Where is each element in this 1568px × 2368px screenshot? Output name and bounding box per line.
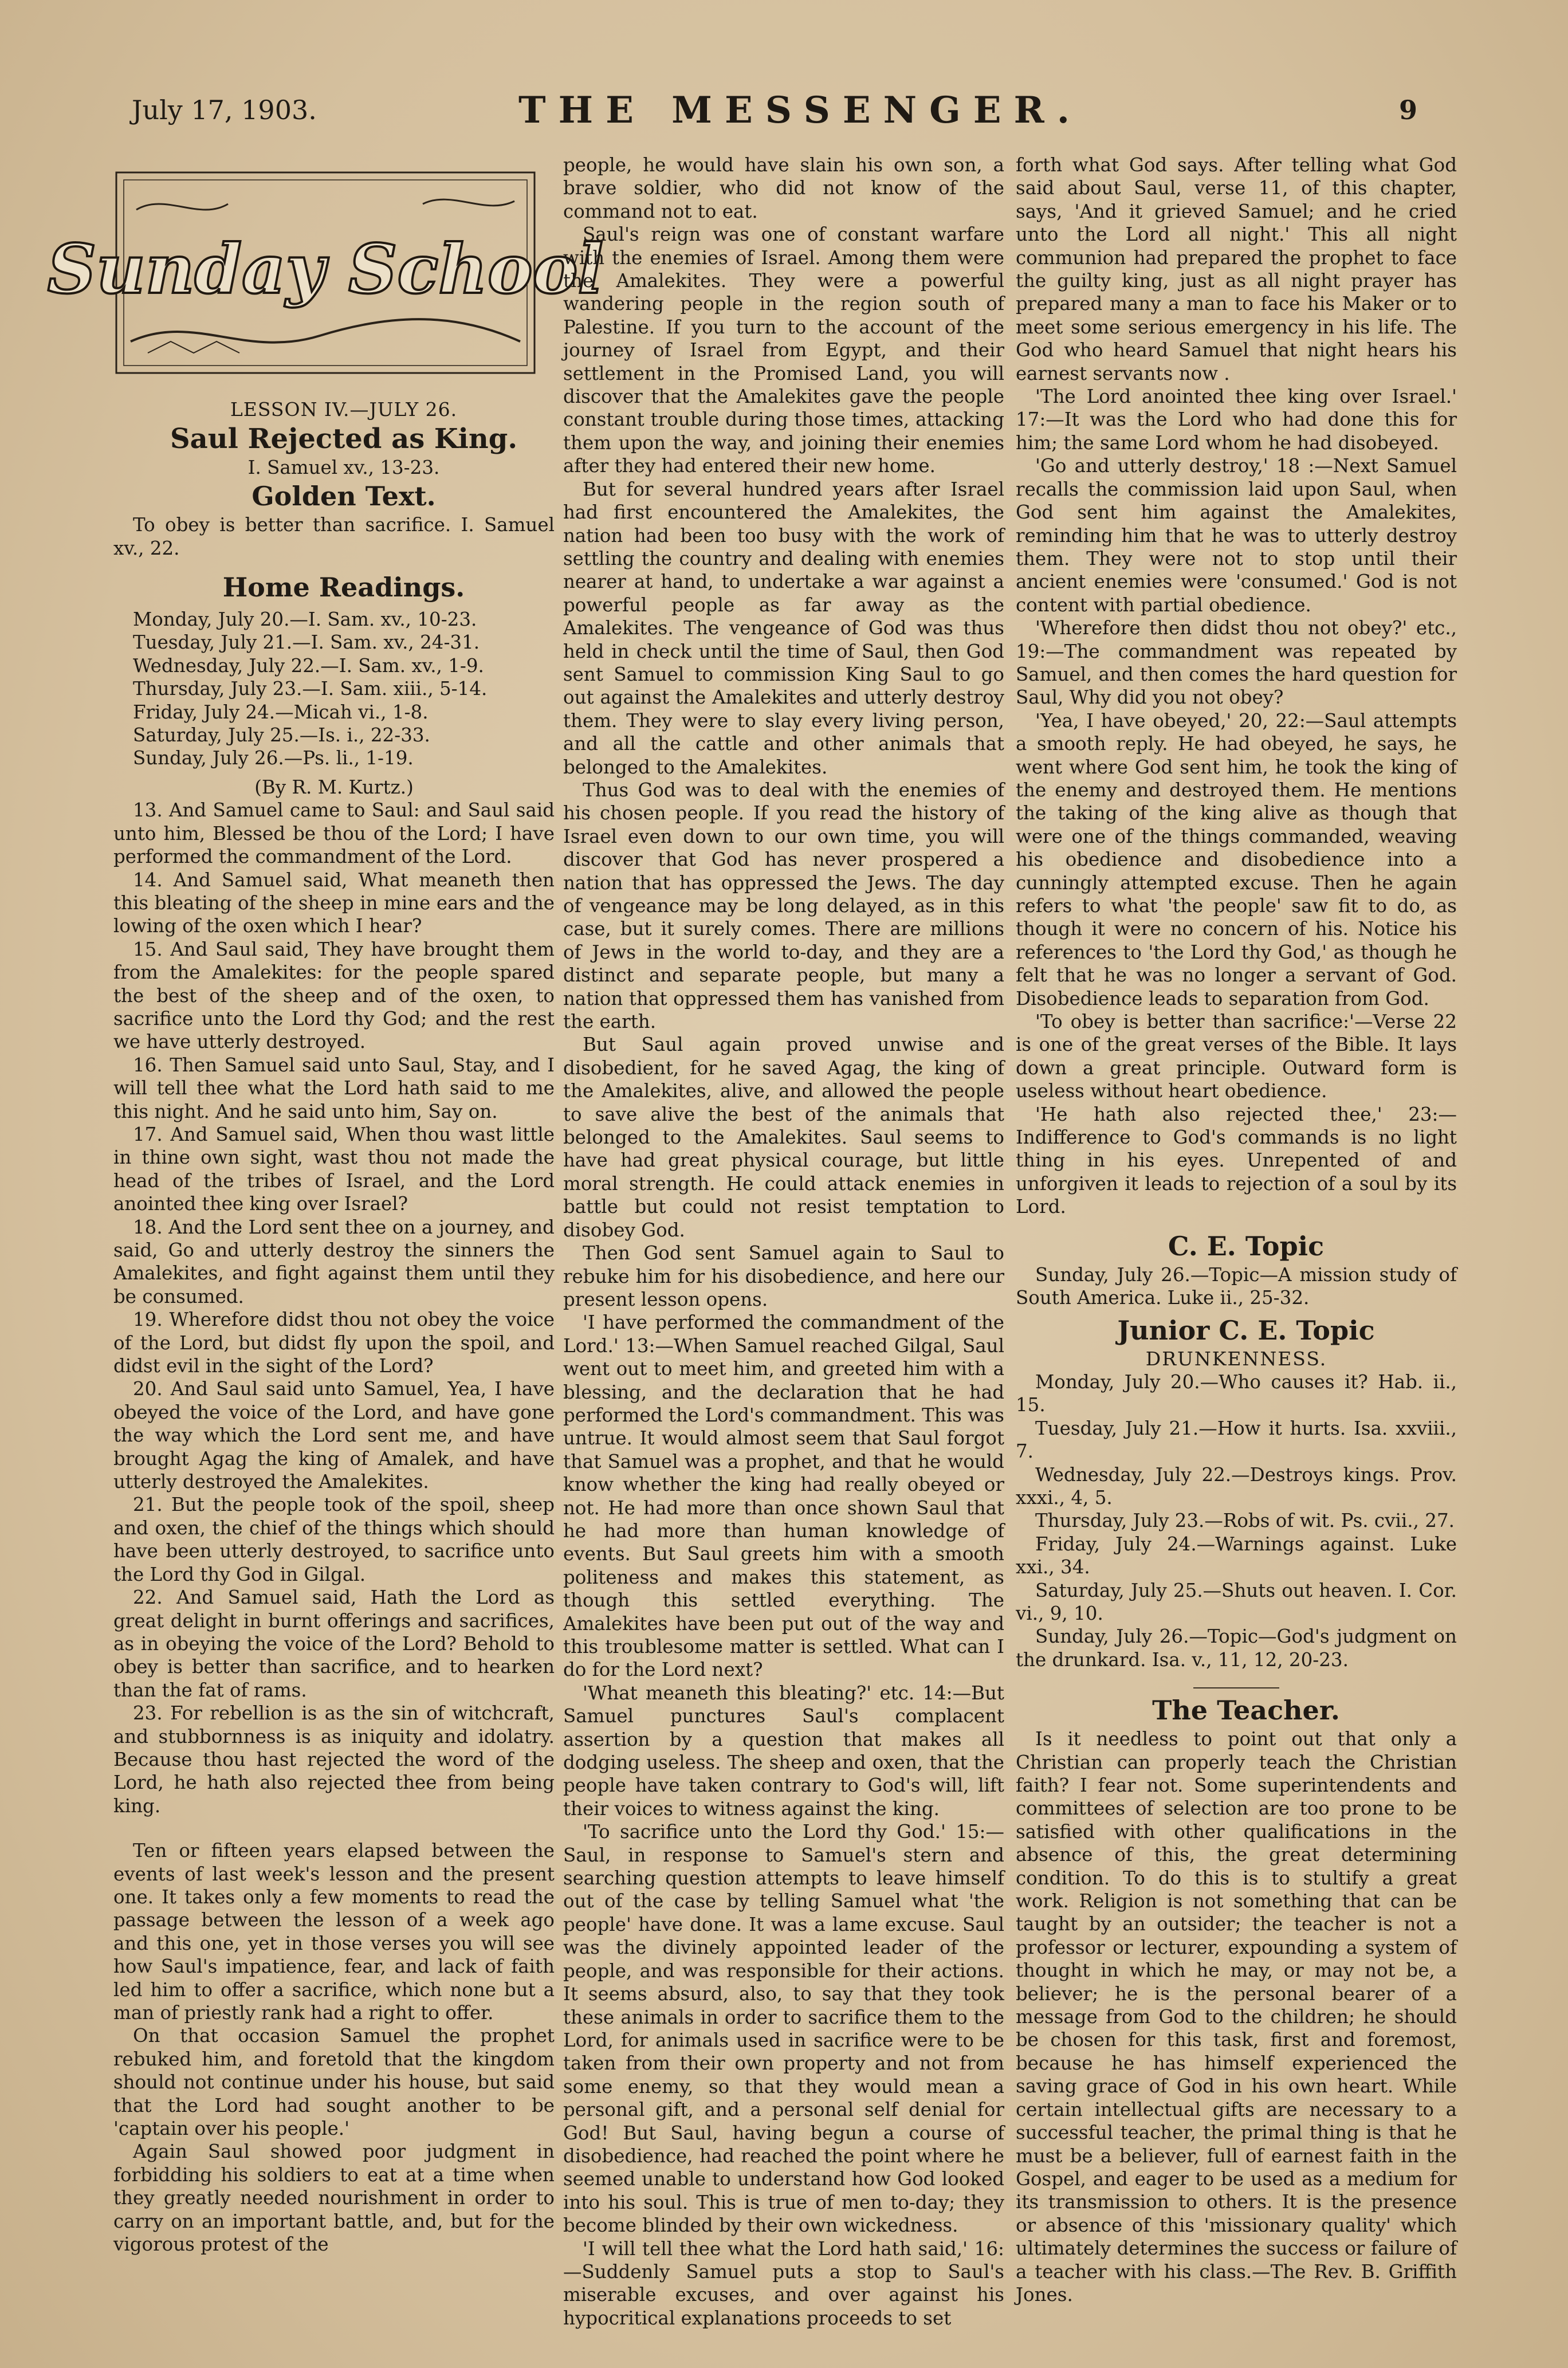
junior-ce-item: Sunday, July 26.—Topic—God's judgment on the drunkard. Isa. v., 11, 12, 20-23. (1016, 1625, 1457, 1671)
junior-ce-item: Thursday, July 23.—Robs of wit. Ps. cvii., 27. (1035, 1510, 1455, 1532)
scripture-verse: 15. And Saul said, They have brought them from the Amalekites: for the people spared the best of the sheep and of the oxen, to sacrifice unto the Lord thy God; and the rest we have utterly destroyed. (113, 938, 555, 1053)
commentary-paragraph: forth what God says. After telling what God said about Saul, verse 11, of this chapter, says, 'And it grieved Samuel; and he cried unto the Lord all night.' This all night communion had prepared the prophet to face the guilty king, just as all night prayer has prepared many a man to face his Maker or to meet some serious emergency in his life. The God who heard Samuel that night hears his earnest servants now . (1016, 154, 1457, 384)
reading-item: Friday, July 24.—Micah vi., 1-8. (133, 701, 429, 723)
scripture-verse: 21. But the people took of the spoil, sheep and oxen, the chief of the things which should have been utterly destroyed, to sacrifice unto the Lord thy God in Gilgal. (113, 1494, 555, 1585)
author-byline: (By R. M. Kurtz.) (254, 776, 414, 798)
junior-ce-item: Monday, July 20.—Who causes it? Hab. ii., 15. (1016, 1370, 1457, 1416)
issue-date: July 17, 1903. (132, 95, 317, 125)
lesson-reference: I. Samuel xv., 13-23. (247, 456, 440, 478)
reading-item: Monday, July 20.—I. Sam. xv., 10-23. (133, 608, 477, 631)
home-readings-heading: Home Readings. (222, 572, 465, 603)
section-spacer (113, 1817, 555, 1839)
reading-item: Thursday, July 23.—I. Sam. xiii., 5-14. (133, 678, 488, 700)
teacher-article: Is it needless to point out that only a Christian can properly teach the Christian faith? I fear not. Some superintendents and committees of selection are too prone to be satisfied with other qualifications in the absence of this, the great determining condition. To do this is to stultify a great work. Religion is not something that can be taught by an outsider; the teacher is not a professor or lecturer, expounding a system of thought in which he may, or may not be, a believer; he is the personal bearer of a message from God to the children; he should be chosen for this task, first and foremost, because he has himself experienced the saving grace of God in his own heart. While certain intellectual gifts are necessary to a successful teacher, the primal thing is that he must be a believer, full of earnest faith in the Gospel, and eager to be used as a medium for its transmission to others. It is the presence or absence of this 'missionary quality' which ultimately determines the success or failure of a teacher with his class.—The Rev. B. Griffith Jones. (1016, 1728, 1457, 2306)
commentary-paragraph: people, he would have slain his own son, a brave soldier, who did not know of the command not to eat. (563, 154, 1004, 222)
home-readings-list (133, 608, 555, 770)
masthead-title: THE MESSENGER. (518, 89, 1082, 132)
commentary-paragraph: 'Wherefore then didst thou not obey?' etc., 19:—The commandment was repeated by Samuel, and then comes the hard question for Saul, Why did you not obey? (1016, 617, 1457, 709)
lesson-number: LESSON IV.—JULY 26. (230, 398, 458, 421)
column-3 (1016, 154, 1457, 2306)
reading-item: Sunday, July 26.—Ps. li., 1-19. (133, 747, 414, 769)
commentary-paragraph: Thus God was to deal with the enemies of his chosen people. If you read the history of Israel even down to our own time, you will discover that God has never prospered a nation that has oppressed the Jews. The day of vengeance may be long delayed, as in this case, but it surely comes. There are millions of Jews in the world to-day, and they are a distinct and separate people, but many a nation that oppressed them has vanished from the earth. (563, 779, 1004, 1033)
commentary-paragraph: 'I will tell thee what the Lord hath said,' 16:—Suddenly Samuel puts a stop to Saul's miserable excuses, and over against his hypocritical explanations proceeds to set (563, 2237, 1004, 2329)
commentary-paragraph: But for several hundred years after Israel had first encountered the Amalekites, the nation had been too busy with the work of settling the country and dealing with enemies nearer at hand, to undertake a war against a powerful people as far away as the Amalekites. The vengeance of God was thus held in check until the time of Saul, then God sent Samuel to commission King Saul to go out against the Amalekites and utterly destroy them. They were to slay every living person, and all the cattle and other animals that belonged to the Amalekites. (563, 478, 1004, 778)
commentary-paragraph: On that occasion Samuel the prophet rebuked him, and foretold that the kingdom should not continue under his house, but said that the Lord had sought another to be 'captain over his people.' (113, 2025, 555, 2140)
logo-lettering: Sunday School (47, 229, 604, 309)
commentary-paragraph: 'To obey is better than sacrifice:'—Verse 22 is one of the great verses of the Bible. It lays down a great principle. Outward form is useless without heart obedience. (1016, 1011, 1457, 1102)
commentary-paragraph: Again Saul showed poor judgment in forbidding his soldiers to eat at a time when they greatly needed nourishment in order to carry on an important battle, and, but for the vigorous protest of the (113, 2141, 555, 2256)
scripture-verse: 23. For rebellion is as the sin of witchcraft, and stubbornness is as iniquity and idolatry. Because thou hast rejected the word of the Lord, he hath also rejected thee from being king. (113, 1702, 555, 1817)
scripture-verse: 22. And Samuel said, Hath the Lord as great delight in burnt offerings and sacrifices, as in obeying the voice of the Lord? Behold to obey is better than sacrifice, and to hearken than the fat of rams. (113, 1586, 555, 1701)
sunday-school-logo (47, 170, 604, 376)
junior-ce-item: Friday, July 24.—Warnings against. Luke xxi., 34. (1016, 1533, 1457, 1578)
commentary-paragraph: 'The Lord anointed thee king over Israel.' 17:—It was the Lord who had done this for him; the same Lord whom he had disobeyed. (1016, 386, 1457, 454)
ce-topic-text: Sunday, July 26.—Topic—A mission study of South America. Luke ii., 25-32. (1016, 1263, 1457, 1309)
scripture-verse: 20. And Saul said unto Samuel, Yea, I have obeyed the voice of the Lord, and have gone the way which the Lord sent me, and have brought Agag the king of Amalek, and have utterly destroyed the Amalekites. (113, 1378, 555, 1493)
lesson-title: Saul Rejected as King. (170, 422, 518, 455)
junior-ce-item: Tuesday, July 21.—How it hurts. Isa. xxviii., 7. (1016, 1417, 1457, 1463)
reading-item: Wednesday, July 22.—I. Sam. xv., 1-9. (133, 654, 484, 677)
commentary-paragraph: 'To sacrifice unto the Lord thy God.' 15:—Saul, in response to Samuel's stern and searching question attempts to leave himself out of the case by telling Samuel what 'the people' have done. It was a lame excuse. Saul was the divinely appointed leader of the people, and was responsible for their actions. It seems absurd, also, to say that they took these animals in order to sacrifice them to the Lord, for animals used in sacrifice were to be taken from their own property and not from some enemy, so that they would mean a personal gift, and a personal self denial for God! But Saul, having begun a course of disobedience, had reached the point where he seemed unable to understand how God looked into his soul. This is true of men to-day; they become blinded by their own wickedness. (563, 1821, 1004, 2237)
page-number: 9 (1399, 95, 1418, 125)
section-divider (1193, 1687, 1279, 1688)
commentary-paragraph: Ten or fifteen years elapsed between the events of last week's lesson and the present one. It takes only a few moments to read the passage between the lesson of a week ago and this one, yet in those verses you will see how Saul's impatience, fear, and lack of faith led him to offer a sacrifice, which none but a man of priestly rank had a right to offer. (113, 1840, 555, 2024)
commentary-paragraph: 'I have performed the commandment of the Lord.' 13:—When Samuel reached Gilgal, Saul went out to meet him, and greeted him with a blessing, and the declaration that he had performed the Lord's commandment. This was untrue. It would almost seem that Saul forgot that Samuel was a prophet, and that he would know whether the king had really obeyed or not. He had more than once shown Saul that he had more than human knowledge of events. But Saul greets him with a smooth politeness and makes this statement, as though this settled everything. The Amalekites have been put out of the way and this troublesome matter is settled. What can I do for the Lord next? (563, 1311, 1004, 1681)
junior-ce-item: Wednesday, July 22.—Destroys kings. Prov. xxxi., 4, 5. (1016, 1463, 1457, 1509)
reading-item: Tuesday, July 21.—I. Sam. xv., 24-31. (133, 631, 480, 654)
junior-ce-heading: Junior C. E. Topic (1117, 1314, 1375, 1346)
scripture-verse: 13. And Samuel came to Saul: and Saul said unto him, Blessed be thou of the Lord; I have performed the commandment of the Lord. (113, 799, 555, 868)
column-2 (563, 154, 1004, 2330)
reading-item: Saturday, July 25.—Is. i., 22-33. (133, 724, 430, 747)
column-1 (47, 154, 604, 2256)
scripture-verse: 18. And the Lord sent thee on a journey, and said, Go and utterly destroy the sinners the Amalekites, and fight against them until they be consumed. (113, 1216, 555, 1307)
commentary-paragraph: 'He hath also rejected thee,' 23:—Indifference to God's commands is no light thing in his eyes. Unrepented of and unforgiven it leads to rejection of a soul by its Lord. (1016, 1103, 1457, 1218)
scripture-verse: 17. And Samuel said, When thou wast little in thine own sight, wast thou not made the head of the tribes of Israel, and the Lord anointed thee king over Israel? (113, 1123, 555, 1215)
commentary-paragraph: 'Yea, I have obeyed,' 20, 22:—Saul attempts a smooth reply. He had obeyed, he says, he went where God sent him, he took the king of the enemy and destroyed them. He mentions the taking of the king alive as though that were one of the things commanded, weaving his obedience and disobedience into a cunningly attempted excuse. Then he again refers to what 'the people' saw fit to do, as though it were no concern of his. Notice his references to 'the Lord thy God,' as though he felt that he was no longer a servant of God. Disobedience leads to separation from God. (1016, 709, 1457, 1010)
commentary-paragraph: 'What meaneth this bleating?' etc. 14:—But Samuel punctures Saul's complacent assertion by a question that makes all dodging useless. The sheep and oxen, that the people have taken contrary to God's will, lift their voices to witness against the king. (563, 1682, 1004, 1820)
golden-text-heading: Golden Text. (251, 481, 436, 512)
golden-text: To obey is better than sacrifice. I. Samuel xv., 22. (113, 514, 555, 559)
commentary-paragraph: Then God sent Samuel again to Saul to rebuke him for his disobedience, and here our present lesson opens. (563, 1242, 1004, 1310)
scripture-verse: 16. Then Samuel said unto Saul, Stay, and I will tell thee what the Lord hath said to me this night. And he said unto him, Say on. (113, 1054, 555, 1122)
junior-ce-item: Saturday, July 25.—Shuts out heaven. I. Cor. vi., 9, 10. (1016, 1579, 1457, 1624)
teacher-heading: The Teacher. (1152, 1695, 1340, 1726)
ce-topic-heading: C. E. Topic (1168, 1230, 1325, 1262)
commentary-paragraph: But Saul again proved unwise and disobedient, for he saved Agag, the king of the Amalekites, alive, and allowed the people to save alive the best of the animals that belonged to the Amalekites. Saul seems to have had great physical courage, but little moral strength. He could attack enemies in battle but could not resist temptation to disobey God. (563, 1034, 1004, 1241)
junior-ce-subject: DRUNKENNESS. (1145, 1347, 1327, 1370)
scripture-verse: 14. And Samuel said, What meaneth then this bleating of the sheep in mine ears and the lowing of the oxen which I hear? (113, 869, 555, 937)
commentary-paragraph: 'Go and utterly destroy,' 18 :—Next Samuel recalls the commission laid upon Saul, when God sent him against the Amalekites, reminding him that he was to utterly destroy them. They were not to stop until their ancient enemies were 'consumed.' God is not content with partial obedience. (1016, 455, 1457, 616)
scripture-verse: 19. Wherefore didst thou not obey the voice of the Lord, but didst fly upon the spoil, and didst evil in the sight of the Lord? (113, 1309, 555, 1377)
commentary-paragraph: Saul's reign was one of constant warfare with the enemies of Israel. Among them were the Amalekites. They were a powerful wandering people in the region south of Palestine. If you turn to the account of the journey of Israel from Egypt, and their settlement in the Promised Land, you will discover that the Amalekites gave the people constant trouble during those times, attacking them upon the way, and joining their enemies after they had entered their new home. (563, 223, 1004, 477)
